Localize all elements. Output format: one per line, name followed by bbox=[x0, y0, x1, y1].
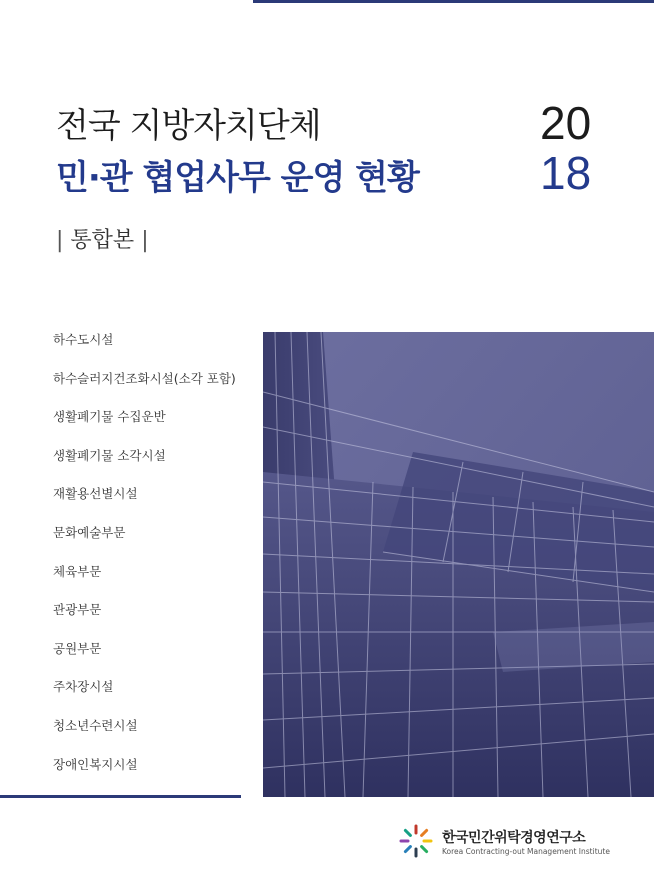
facility-item: 체육부문 bbox=[53, 563, 102, 579]
facility-item: 하수슬러지건조화시설(소각 포함) bbox=[53, 370, 236, 386]
publisher-logo bbox=[397, 822, 637, 862]
year-bottom: 18 bbox=[540, 147, 592, 199]
edition-label bbox=[56, 223, 149, 254]
bottom-rule bbox=[0, 795, 241, 798]
facility-item: 생활폐기물 수집운반 bbox=[53, 409, 166, 425]
top-rule bbox=[253, 0, 654, 3]
facility-item: 생활폐기물 소각시설 bbox=[53, 447, 166, 463]
title-line-1: 전국 지방자치단체 bbox=[56, 106, 321, 146]
building-photo bbox=[263, 332, 654, 797]
edition-bar-left: | bbox=[56, 228, 64, 253]
facility-item: 문화예술부문 bbox=[53, 524, 126, 540]
facility-list bbox=[53, 330, 236, 793]
publisher-emblem-icon bbox=[397, 822, 435, 860]
edition-bar-right: | bbox=[141, 228, 149, 253]
publisher-name-en: Korea Contracting-out Management Institute bbox=[442, 847, 610, 856]
edition-text: 통합본 bbox=[70, 228, 135, 253]
publisher-name-ko: 한국민간위탁경영연구소 bbox=[442, 830, 586, 846]
facility-item: 주차장시설 bbox=[53, 679, 114, 695]
facility-item: 공원부문 bbox=[53, 640, 102, 656]
year-top: 20 bbox=[540, 97, 592, 149]
facility-item: 관광부문 bbox=[53, 602, 102, 618]
facility-item: 청소년수련시설 bbox=[53, 717, 138, 733]
title-line-2: 민·관 협업사무 운영 현황 bbox=[56, 158, 419, 198]
facility-item: 장애인복지시설 bbox=[53, 756, 138, 772]
facility-item: 하수도시설 bbox=[53, 332, 114, 347]
facility-item: 재활용선별시설 bbox=[53, 486, 138, 502]
